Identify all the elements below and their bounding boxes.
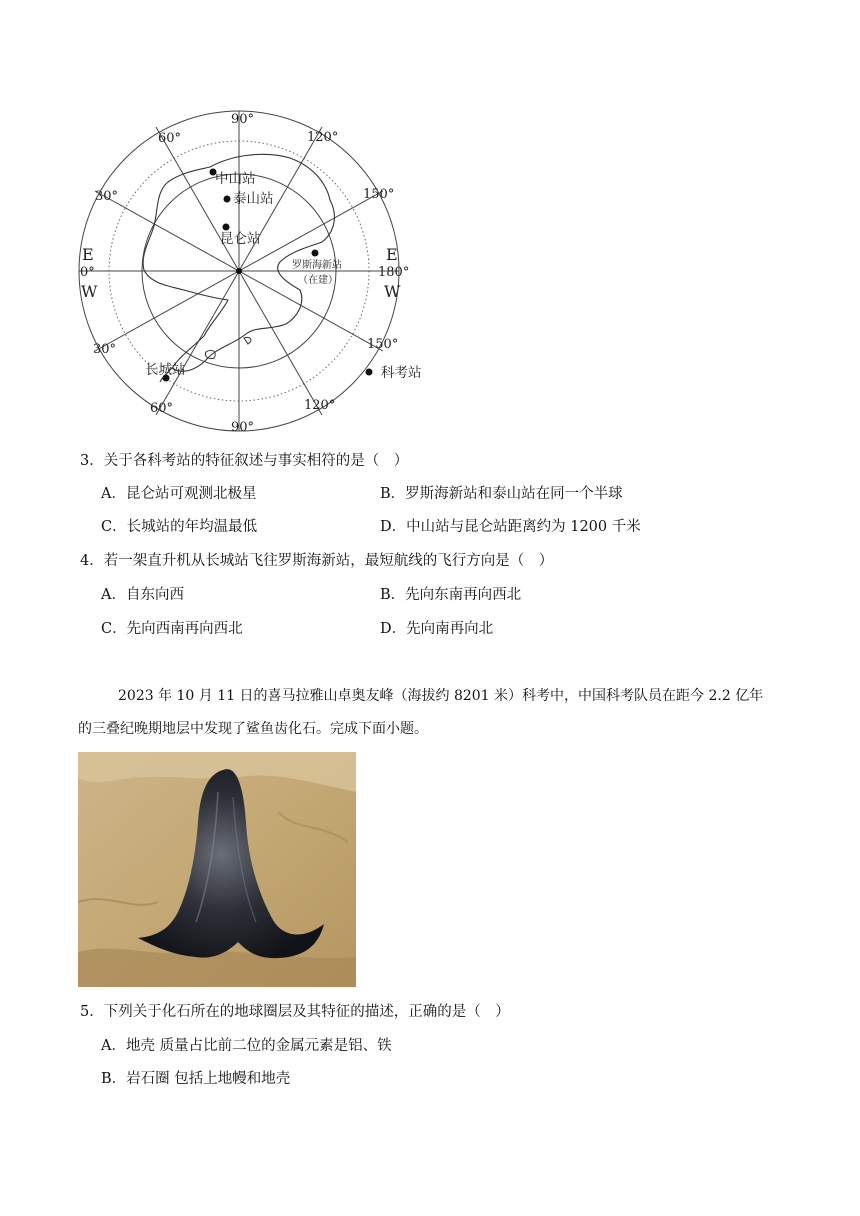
lon-label-120-top: 120°: [307, 130, 339, 145]
rossnew-label-line2: （在建）: [298, 275, 338, 286]
lon-label-top: 90°: [231, 112, 255, 127]
lon-label-150-bottom: 150°: [367, 337, 399, 352]
q3-option-c[interactable]: C．长城站的年均温最低: [101, 519, 258, 535]
taishan-dot: [224, 196, 231, 203]
question-4-stem: 4．若一架直升机从长城站飞往罗斯海新站，最短航线的飞行方向是（ ）: [80, 553, 554, 569]
q3-option-d[interactable]: D．中山站与昆仑站距离约为 1200 千米: [380, 519, 641, 535]
antarctic-polar-map: [70, 105, 450, 440]
rossnew-dot: [312, 250, 319, 257]
passage-line-2: 的三叠纪晚期地层中发现了鲨鱼齿化石。完成下面小题。: [78, 721, 428, 737]
legend-label: 科考站: [381, 365, 422, 381]
lon-label-bottom: 90°: [231, 420, 255, 435]
zhongshan-label: 中山站: [215, 171, 256, 187]
shark-tooth-fossil-image: [78, 752, 356, 987]
hemi-label-left-w: W: [81, 282, 98, 301]
q4-option-c[interactable]: C．先向西南再向西北: [101, 621, 243, 637]
q4-option-a[interactable]: A．自东向西: [101, 587, 184, 603]
lon-label-30-left: 30°: [95, 189, 119, 204]
kunlun-label: 昆仑站: [220, 231, 261, 247]
q3-option-b[interactable]: B．罗斯海新站和泰山站在同一个半球: [380, 486, 623, 502]
q5-option-a[interactable]: A．地壳 质量占比前二位的金属元素是铝、铁: [101, 1038, 392, 1054]
lon-label-0: 0°: [80, 265, 95, 280]
hemi-label-right-w: W: [384, 282, 401, 301]
island-2: [244, 337, 251, 344]
lon-label-180: 180°: [378, 265, 410, 280]
q4-option-d[interactable]: D．先向南再向北: [380, 621, 494, 637]
rossnew-label-line1: 罗斯海新站: [292, 260, 342, 271]
taishan-label: 泰山站: [233, 191, 274, 207]
changcheng-label: 长城站: [145, 362, 186, 378]
south-pole-dot: [236, 268, 242, 274]
hemi-label-left-e: E: [82, 245, 94, 264]
question-3-stem: 3．关于各科考站的特征叙述与事实相符的是（ ）: [80, 453, 409, 469]
legend-dot: [366, 369, 373, 376]
island-1: [205, 350, 215, 358]
lon-label-150-right: 150°: [363, 187, 395, 202]
kunlun-dot: [223, 224, 230, 231]
hemi-label-right-e: E: [386, 245, 398, 264]
lon-label-60-bottom: 60°: [150, 401, 174, 416]
lon-label-60-top: 60°: [158, 131, 182, 146]
lon-label-120-bottom: 120°: [304, 398, 336, 413]
q5-option-b[interactable]: B．岩石圈 包括上地幔和地壳: [101, 1071, 291, 1087]
q4-option-b[interactable]: B．先向东南再向西北: [380, 587, 522, 603]
question-5-stem: 5．下列关于化石所在的地球圈层及其特征的描述，正确的是（ ）: [80, 1004, 510, 1020]
lon-label-30-bottom: 30°: [93, 342, 117, 357]
q3-option-a[interactable]: A．昆仑站可观测北极星: [101, 486, 257, 502]
passage-line-1: 2023 年 10 月 11 日的喜马拉雅山卓奥友峰（海拔约 8201 米）科考中，中国科考队员在距今 2.2 亿年: [118, 688, 764, 704]
